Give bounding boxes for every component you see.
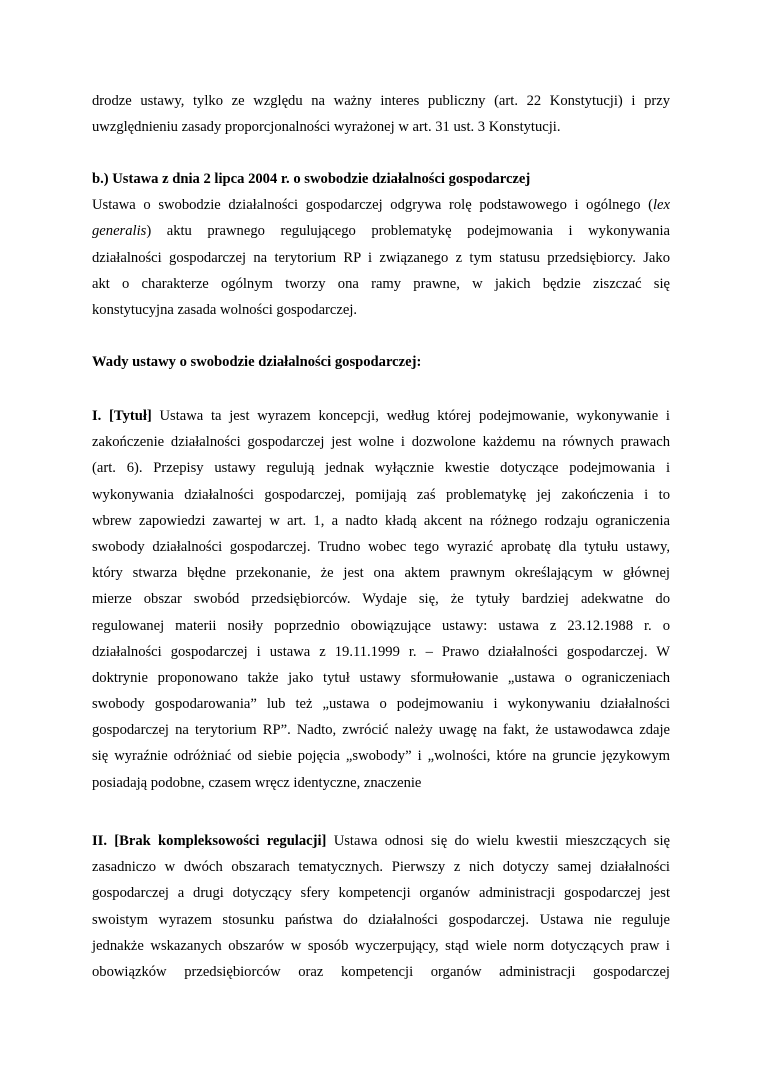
text-line: który stwarza błędne przekonanie, że jest ona aktem prawnym określającym w głównej [92,565,670,582]
text-line: swobody działalności gospodarczej. Trudno wobec tego wyrazić aprobatę dla tytułu ustawy, [92,538,670,555]
text-line: wykonywania działalności gospodarczej, pomijają zaś problematykę jej zakończenia i to [92,486,670,503]
text-line: obowiązków przedsiębiorców oraz kompetencji organów administracji gospodarczej [92,963,670,980]
section-label: I. [Tytuł] [92,408,152,424]
intro-paragraph [92,88,670,140]
text-line: swoistym wyrazem stosunku państwa do działalności gospodarczej. Ustawa nie reguluje [92,911,670,928]
section-b [92,166,670,323]
text-line: doktrynie proponowano także jako tytuł ustawy sformułowanie „ustawa o ograniczeniach [92,669,670,686]
text-line: I. [Tytuł] Ustawa ta jest wyrazem koncepcji, według której podejmowanie, wykonywanie i [92,408,670,424]
section-II [92,828,670,985]
text-line: drodze ustawy, tylko ze względu na ważny interes publiczny (art. 22 Konstytucji) i przy [92,93,670,109]
text-line: akt o charakterze ogólnym tworzy ona ramy prawne, w jakich będzie ziszczać się [92,275,670,292]
section-I [92,403,670,796]
text-line: regulowanej materii nosiły poprzednio obowiązujące ustawy: ustawa z 23.12.1988 r. o [92,617,670,634]
text-line: wbrew zapowiedzi zawartej w art. 1, a nadto kładą akcent na różnego rodzaju ograniczenia [92,512,670,529]
text-line: działalności gospodarczej na terytorium RP i związanego z tym statusu przedsiębiorcy. Jako [92,249,670,266]
text-line: jednakże wskazanych obszarów w sposób wyczerpujący, stąd wiele norm dotyczących praw i [92,937,670,954]
text-line: mierze obszar swobód przedsiębiorców. Wydaje się, że tytuły bardziej adekwatne do [92,591,670,608]
text-line: się wyraźnie odróżniać od siebie pojęcia „swobody” i „wolności, które na gruncie językowym [92,748,670,765]
section-heading: b.) Ustawa z dnia 2 lipca 2004 r. o swobodzie działalności gospodarczej [92,171,531,187]
text-line: działalności gospodarczej i ustawa z 19.11.1999 r. – Prawo działalności gospodarczej. W [92,643,670,660]
text-line: II. [Brak kompleksowości regulacji] Ustawa odnosi się do wielu kwestii mieszczących się [92,833,670,849]
text-line: posiadają podobne, czasem wręcz identyczne, znaczenie [92,774,422,791]
text-line: konstytucyjna zasada wolności gospodarczej. [92,301,358,318]
text-line: uwzględnieniu zasady proporcjonalności wyrażonej w art. 31 ust. 3 Konstytucji. [92,119,561,136]
text-line: Ustawa o swobodzie działalności gospodarczej odgrywa rolę podstawowego i ogólnego (lex [92,197,670,214]
text-line: swobody gospodarowania” lub też „ustawa o podejmowaniu i wykonywaniu działalności [92,696,670,713]
text-line: (art. 6). Przepisy ustawy regulują jednak wyłącznie kwestie dotyczące podejmowania i [92,460,670,477]
text-line: gospodarczej a drugi dotyczący sfery kompetencji organów administracji gospodarczej jest [92,885,670,902]
defects-heading: Wady ustawy o swobodzie działalności gospodarczej: [92,354,422,370]
text-line: generalis) aktu prawnego regulującego problematykę podejmowania i wykonywania [92,223,670,240]
text-line: gospodarczej na terytorium RP”. Nadto, zwrócić należy uwagę na fakt, że ustawodawca zdaje [92,722,670,739]
section-label: II. [Brak kompleksowości regulacji] [92,833,327,849]
text-line: zakończenie działalności gospodarczej jest wolne i dozwolone każdemu na równych prawach [92,434,670,451]
text-line: zasadniczo w dwóch obszarach tematycznych. Pierwszy z nich dotyczy samej działalności [92,859,670,876]
